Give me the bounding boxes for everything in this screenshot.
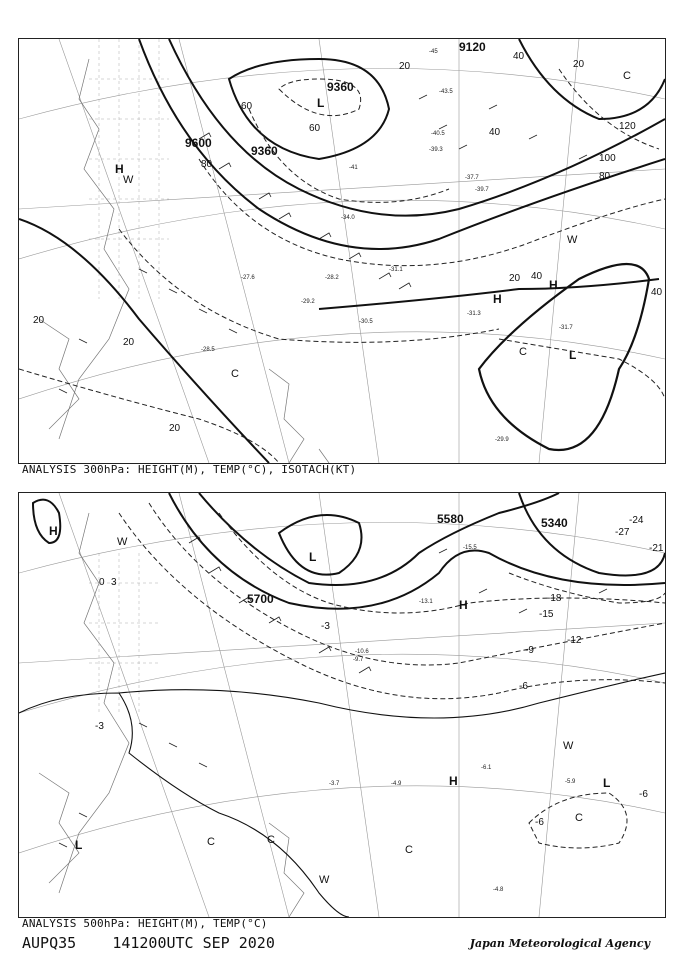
isotachs <box>19 69 665 463</box>
temp-label: -4.9 <box>391 781 402 787</box>
temp-label: -39.7 <box>475 187 489 193</box>
temp-label: -10.6 <box>355 649 369 655</box>
agency-name: Japan Meteorological Agency <box>469 937 650 950</box>
system-low: L <box>603 776 611 790</box>
height-contours <box>19 39 665 463</box>
panel-caption-500hpa: ANALYSIS 500hPa: HEIGHT(M), TEMP(°C) <box>22 917 268 930</box>
height-label: 9360 <box>251 144 278 158</box>
temp-label: -29.2 <box>301 299 315 305</box>
isotherm-label: 0 <box>99 577 105 588</box>
isotherm-label: -3 <box>321 621 330 632</box>
system-low: L <box>317 96 325 110</box>
isotherm-label: -9 <box>525 645 534 656</box>
isotach-label: 80 <box>201 159 213 170</box>
wind-barbs <box>59 95 587 393</box>
temp-label: -39.3 <box>429 147 443 153</box>
temp-label: -31.1 <box>389 267 403 273</box>
isotach-label: 20 <box>509 273 521 284</box>
isotherm-label: -12 <box>567 635 582 646</box>
temp-label: -5.9 <box>565 779 576 785</box>
chart-code: AUPQ35 <box>22 934 77 952</box>
system-low: L <box>569 348 577 362</box>
system-cold: C <box>623 70 631 82</box>
map-300hpa-canvas <box>19 39 665 463</box>
isotherm-label: -27 <box>615 527 630 538</box>
coastline <box>39 513 304 917</box>
coastline <box>39 59 329 463</box>
map-500hpa-canvas <box>19 493 665 917</box>
isotach-label: 20 <box>123 337 135 348</box>
wind-barbs <box>59 537 607 847</box>
isotach-label: 20 <box>33 315 45 326</box>
height-label: 9360 <box>327 80 354 94</box>
system-cold: C <box>267 834 275 846</box>
temp-label: -37.7 <box>465 175 479 181</box>
system-cold: C <box>231 368 239 380</box>
map-500hpa <box>18 492 666 918</box>
isotherm-label: -6 <box>639 789 648 800</box>
system-warm: W <box>563 740 574 752</box>
temp-label: -29.9 <box>495 437 509 443</box>
height-label: 5340 <box>541 516 568 530</box>
system-high: H <box>493 292 502 306</box>
system-high: H <box>49 524 58 538</box>
data-grid <box>89 39 169 299</box>
temp-label: -28.5 <box>201 347 215 353</box>
temp-label: -40.5 <box>431 131 445 137</box>
system-high: H <box>459 598 468 612</box>
temp-label: -13.1 <box>419 599 433 605</box>
isotherm-label: -3 <box>95 721 104 732</box>
isotach-label: 40 <box>513 51 525 62</box>
isotach-label: 40 <box>489 127 501 138</box>
temp-label: -41 <box>349 165 358 171</box>
temp-label: -30.5 <box>359 319 373 325</box>
isotherm-label: -18 <box>547 593 562 604</box>
isotach-label: 20 <box>399 61 411 72</box>
isotach-label: 60 <box>241 101 253 112</box>
system-low: L <box>309 550 317 564</box>
height-label: 5580 <box>437 512 464 526</box>
system-cold: C <box>575 812 583 824</box>
isotach-label: 20 <box>573 59 585 70</box>
isotherm-label: -6 <box>519 681 528 692</box>
system-high: H <box>549 278 558 292</box>
graticule <box>19 493 665 917</box>
temp-label: -45 <box>429 49 438 55</box>
temp-label: -3.7 <box>329 781 340 787</box>
temp-label: -9.7 <box>353 657 364 663</box>
isotherm-label: -24 <box>629 515 644 526</box>
system-warm: W <box>567 234 578 246</box>
temp-label: -31.3 <box>467 311 481 317</box>
system-warm: W <box>319 874 330 886</box>
system-high: H <box>115 162 124 176</box>
system-cold: C <box>405 844 413 856</box>
temp-label: -4.8 <box>493 887 504 893</box>
chart-footer <box>22 934 275 952</box>
system-low: L <box>75 838 83 852</box>
isotherm-label: -15 <box>539 609 554 620</box>
system-high: H <box>449 774 458 788</box>
height-contours <box>33 493 665 609</box>
isotach-label: 120 <box>619 121 636 132</box>
isotherm-label: -6 <box>535 817 544 828</box>
isotach-label: 80 <box>599 171 611 182</box>
height-label: 5700 <box>247 592 274 606</box>
isotach-label: 100 <box>599 153 616 164</box>
isotherm-label: -21 <box>649 543 664 554</box>
system-cold: C <box>207 836 215 848</box>
isotach-label: 40 <box>531 271 543 282</box>
system-cold: C <box>519 346 527 358</box>
height-label: 9120 <box>459 40 486 54</box>
temp-label: -34.0 <box>341 215 355 221</box>
temp-contours <box>19 673 665 917</box>
system-warm: W <box>123 174 134 186</box>
valid-time: 141200UTC SEP 2020 <box>112 934 275 952</box>
isotherm-label: 3 <box>111 577 117 588</box>
height-label: 9600 <box>185 136 212 150</box>
temp-label: -43.5 <box>439 89 453 95</box>
isotherms <box>119 503 665 848</box>
isotach-label: 20 <box>169 423 181 434</box>
system-warm: W <box>117 536 128 548</box>
panel-caption-300hpa: ANALYSIS 300hPa: HEIGHT(M), TEMP(°C), ISOTACH(KT) <box>22 463 357 476</box>
map-300hpa <box>18 38 666 464</box>
temp-label: -6.1 <box>481 765 492 771</box>
temp-label: -15.5 <box>463 545 477 551</box>
temp-label: -27.6 <box>241 275 255 281</box>
temp-label: -31.7 <box>559 325 573 331</box>
isotach-label: 60 <box>309 123 321 134</box>
isotach-label: 40 <box>651 287 663 298</box>
temp-label: -28.2 <box>325 275 339 281</box>
